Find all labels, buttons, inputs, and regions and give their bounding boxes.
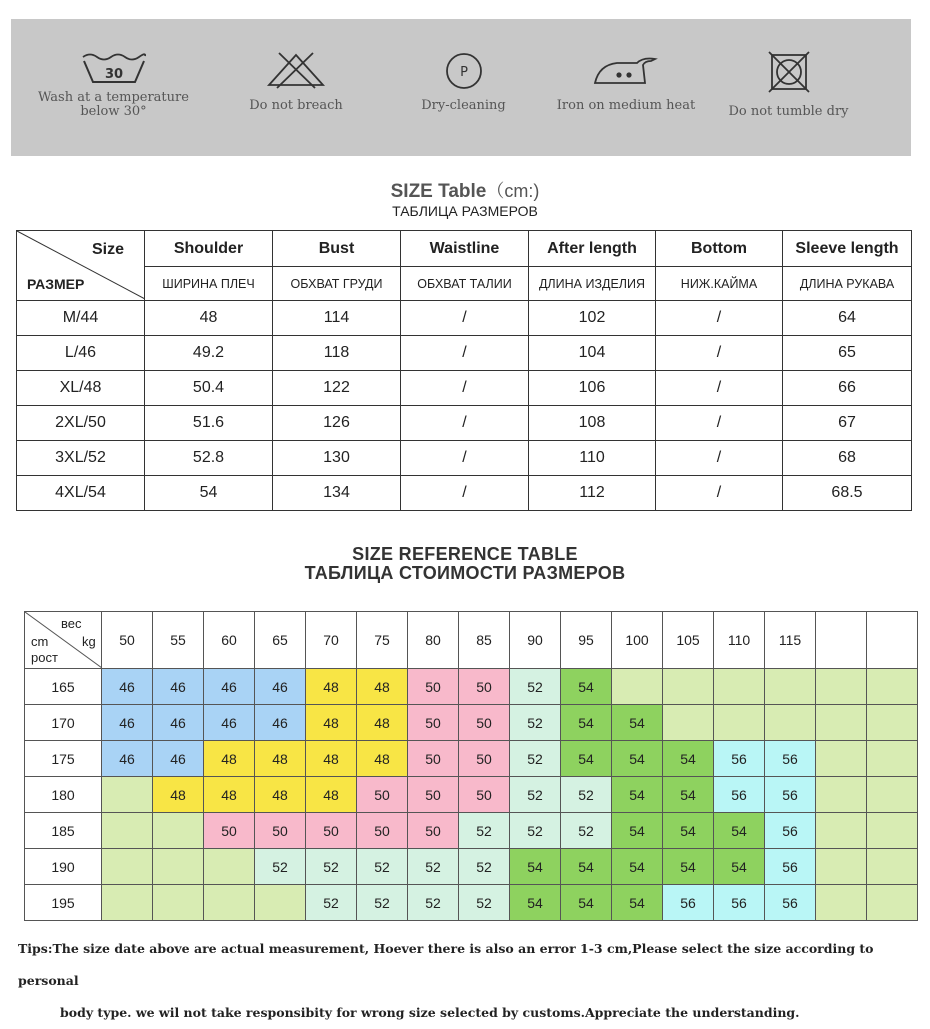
table-cell: /	[401, 301, 529, 336]
size-cell: 50	[459, 705, 510, 741]
table-row	[17, 476, 912, 511]
table-row	[25, 777, 918, 813]
size-cell	[867, 777, 918, 813]
corner-razmer-label: РАЗМЕР	[27, 276, 85, 292]
size-cell: 48	[306, 777, 357, 813]
size-cell: 56	[714, 777, 765, 813]
weight-header: 110	[714, 612, 765, 669]
weight-header-row	[25, 612, 918, 669]
size-cell	[255, 885, 306, 921]
weight-header: 50	[102, 612, 153, 669]
size-cell: 54	[714, 813, 765, 849]
table-cell: 102	[529, 301, 656, 336]
size-cell: 48	[306, 741, 357, 777]
size-cell: 46	[153, 741, 204, 777]
size-cell: 46	[255, 705, 306, 741]
size-cell: 52	[561, 777, 612, 813]
table-cell: 48	[145, 301, 273, 336]
tips-line-2: body type. we wil not take responsibity for wrong size selected by customs.Appreciate the understanding.	[60, 1005, 800, 1020]
size-cell	[102, 885, 153, 921]
size-cell: 50	[408, 741, 459, 777]
table-cell: 134	[273, 476, 401, 511]
size-reference-title-ru: ТАБЛИЦА СТОИМОСТИ РАЗМЕРОВ	[304, 563, 626, 583]
size-cell	[204, 849, 255, 885]
size-cell: 54	[612, 813, 663, 849]
table-row	[17, 441, 912, 476]
table-cell: 67	[783, 406, 912, 441]
size-cell: 46	[102, 705, 153, 741]
table-cell: /	[401, 476, 529, 511]
table-cell: 114	[273, 301, 401, 336]
tips-line-1: Tips:The size date above are actual measurement, Hoever there is also an error 1-3 cm,Please select the size according to personal	[18, 941, 874, 988]
table-cell: /	[401, 406, 529, 441]
size-cell: 54	[714, 849, 765, 885]
corner-kg-label: kg	[82, 634, 96, 649]
size-cell: 48	[204, 741, 255, 777]
size-cell: 54	[663, 741, 714, 777]
height-header: 175	[25, 741, 102, 777]
tips-note	[18, 933, 923, 1029]
ref-table-corner	[25, 612, 102, 669]
weight-header: 65	[255, 612, 306, 669]
size-cell	[816, 669, 867, 705]
size-cell: 54	[663, 849, 714, 885]
size-table-header-ru	[17, 267, 912, 301]
size-cell: 52	[357, 849, 408, 885]
size-reference-title	[0, 545, 930, 583]
size-cell: 52	[408, 849, 459, 885]
table-cell: /	[656, 476, 783, 511]
size-cell: 56	[765, 741, 816, 777]
size-cell: 54	[612, 849, 663, 885]
dry-clean-icon	[444, 51, 484, 91]
size-cell: 52	[459, 849, 510, 885]
weight-header	[816, 612, 867, 669]
table-cell: /	[656, 371, 783, 406]
size-cell: 56	[765, 885, 816, 921]
table-row	[25, 705, 918, 741]
size-cell: 54	[663, 813, 714, 849]
weight-header: 60	[204, 612, 255, 669]
table-cell: /	[656, 406, 783, 441]
column-header: Bust	[273, 231, 401, 267]
table-cell: 50.4	[145, 371, 273, 406]
corner-size-label: Size	[91, 241, 124, 258]
size-cell: 54	[612, 741, 663, 777]
size-cell	[867, 885, 918, 921]
size-label-cell: XL/48	[17, 371, 145, 406]
weight-header: 100	[612, 612, 663, 669]
size-cell: 54	[510, 885, 561, 921]
iron-medium-icon	[591, 51, 661, 87]
table-row	[17, 371, 912, 406]
size-cell	[204, 885, 255, 921]
size-cell: 54	[561, 885, 612, 921]
corner-cm-label: cm	[31, 634, 49, 649]
weight-header: 95	[561, 612, 612, 669]
size-cell: 56	[765, 813, 816, 849]
table-row	[25, 813, 918, 849]
care-tumble	[721, 19, 856, 156]
size-cell: 48	[153, 777, 204, 813]
weight-header	[867, 612, 918, 669]
size-cell: 52	[510, 669, 561, 705]
size-table-corner	[17, 231, 145, 301]
size-cell: 54	[612, 705, 663, 741]
table-cell: 66	[783, 371, 912, 406]
size-cell: 48	[255, 777, 306, 813]
size-cell	[714, 705, 765, 741]
size-cell: 50	[408, 813, 459, 849]
size-cell: 52	[306, 849, 357, 885]
table-cell: /	[656, 336, 783, 371]
weight-header: 75	[357, 612, 408, 669]
size-cell	[612, 669, 663, 705]
care-label: Dry-cleaning	[421, 98, 506, 113]
table-cell: 51.6	[145, 406, 273, 441]
size-cell	[816, 777, 867, 813]
size-cell: 46	[102, 741, 153, 777]
height-header: 170	[25, 705, 102, 741]
size-cell: 56	[663, 885, 714, 921]
size-cell: 50	[204, 813, 255, 849]
size-label-cell: 2XL/50	[17, 406, 145, 441]
size-cell	[816, 885, 867, 921]
care-label: Do not breach	[249, 98, 343, 113]
height-header: 195	[25, 885, 102, 921]
table-cell: 106	[529, 371, 656, 406]
size-cell	[816, 705, 867, 741]
size-cell	[867, 741, 918, 777]
size-table-title-main: SIZE Table	[390, 181, 487, 202]
size-cell: 50	[408, 705, 459, 741]
weight-header: 90	[510, 612, 561, 669]
size-cell: 56	[714, 741, 765, 777]
table-cell: 122	[273, 371, 401, 406]
size-cell	[153, 849, 204, 885]
weight-header: 115	[765, 612, 816, 669]
column-header: After length	[529, 231, 656, 267]
table-row	[25, 885, 918, 921]
column-header: Waistline	[401, 231, 529, 267]
size-cell: 52	[510, 741, 561, 777]
size-table-header	[17, 231, 912, 267]
size-cell	[765, 669, 816, 705]
size-label-cell: L/46	[17, 336, 145, 371]
size-cell: 50	[459, 669, 510, 705]
size-cell: 48	[306, 705, 357, 741]
size-cell: 52	[459, 885, 510, 921]
size-reference-title-en: SIZE REFERENCE TABLE	[352, 544, 578, 564]
size-cell	[765, 705, 816, 741]
table-cell: 108	[529, 406, 656, 441]
column-header-ru: ДЛИНА РУКАВА	[783, 267, 912, 301]
height-header: 180	[25, 777, 102, 813]
height-header: 190	[25, 849, 102, 885]
weight-header: 70	[306, 612, 357, 669]
table-cell: /	[656, 441, 783, 476]
size-cell	[153, 885, 204, 921]
table-cell: 112	[529, 476, 656, 511]
table-cell: 49.2	[145, 336, 273, 371]
size-cell	[867, 849, 918, 885]
size-cell	[663, 669, 714, 705]
column-header-ru: ОБХВАТ ТАЛИИ	[401, 267, 529, 301]
size-table-subtitle: ТАБЛИЦА РАЗМЕРОВ	[392, 203, 538, 219]
size-cell: 48	[357, 741, 408, 777]
size-cell: 52	[255, 849, 306, 885]
table-cell: 130	[273, 441, 401, 476]
size-cell: 50	[357, 777, 408, 813]
care-bleach	[226, 19, 366, 156]
size-cell: 46	[255, 669, 306, 705]
size-cell	[663, 705, 714, 741]
size-cell: 54	[612, 885, 663, 921]
care-label: below 30°	[80, 104, 147, 119]
size-cell: 48	[357, 705, 408, 741]
size-cell: 50	[459, 777, 510, 813]
column-header-ru: ДЛИНА ИЗДЕЛИЯ	[529, 267, 656, 301]
table-row	[17, 336, 912, 371]
weight-header: 85	[459, 612, 510, 669]
column-header-ru: ОБХВАТ ГРУДИ	[273, 267, 401, 301]
size-cell	[816, 741, 867, 777]
table-cell: 68	[783, 441, 912, 476]
size-cell: 50	[408, 669, 459, 705]
size-cell: 52	[459, 813, 510, 849]
wash-30-icon	[79, 51, 149, 85]
table-cell: /	[401, 371, 529, 406]
table-row	[25, 669, 918, 705]
size-label-cell: 4XL/54	[17, 476, 145, 511]
size-cell: 52	[510, 777, 561, 813]
no-bleach-icon	[265, 51, 327, 89]
size-label-cell: 3XL/52	[17, 441, 145, 476]
no-tumble-dry-icon	[768, 51, 810, 93]
table-cell: 118	[273, 336, 401, 371]
size-cell: 54	[561, 741, 612, 777]
size-table-title	[0, 177, 930, 203]
table-row	[25, 849, 918, 885]
size-cell: 50	[459, 741, 510, 777]
column-header: Sleeve length	[783, 231, 912, 267]
corner-rost-label: рост	[31, 650, 58, 665]
size-cell: 54	[510, 849, 561, 885]
size-cell: 50	[408, 777, 459, 813]
weight-header: 80	[408, 612, 459, 669]
size-cell: 56	[765, 849, 816, 885]
care-iron	[551, 19, 701, 156]
size-cell: 54	[561, 849, 612, 885]
weight-header: 55	[153, 612, 204, 669]
size-cell: 52	[306, 885, 357, 921]
column-header: Shoulder	[145, 231, 273, 267]
table-row	[17, 301, 912, 336]
size-cell	[816, 849, 867, 885]
size-cell: 50	[306, 813, 357, 849]
size-table	[16, 230, 912, 511]
height-header: 185	[25, 813, 102, 849]
table-cell: 110	[529, 441, 656, 476]
table-cell: 65	[783, 336, 912, 371]
care-instructions-banner	[11, 19, 911, 156]
weight-header: 105	[663, 612, 714, 669]
corner-ves-label: вес	[61, 616, 82, 631]
size-cell	[153, 813, 204, 849]
care-label: Iron on medium heat	[556, 98, 696, 113]
size-cell: 54	[561, 705, 612, 741]
care-wash	[36, 19, 191, 156]
size-cell	[102, 849, 153, 885]
size-cell: 56	[714, 885, 765, 921]
size-cell: 46	[204, 669, 255, 705]
care-dryclean	[396, 19, 531, 156]
column-header-ru: ШИРИНА ПЛЕЧ	[145, 267, 273, 301]
size-reference-table	[24, 611, 918, 921]
size-cell: 56	[765, 777, 816, 813]
table-cell: 126	[273, 406, 401, 441]
size-cell: 54	[561, 669, 612, 705]
size-cell: 46	[102, 669, 153, 705]
size-cell: 54	[663, 777, 714, 813]
size-cell	[867, 705, 918, 741]
table-cell: 68.5	[783, 476, 912, 511]
table-cell: 64	[783, 301, 912, 336]
size-cell: 52	[510, 813, 561, 849]
size-cell: 48	[306, 669, 357, 705]
size-cell	[816, 813, 867, 849]
size-cell	[102, 813, 153, 849]
size-cell	[102, 777, 153, 813]
dry-clean-badge: P	[459, 65, 468, 80]
table-cell: /	[401, 336, 529, 371]
table-cell: 104	[529, 336, 656, 371]
column-header-ru: НИЖ.КАЙМА	[656, 267, 783, 301]
table-cell: /	[656, 301, 783, 336]
size-cell: 46	[153, 669, 204, 705]
height-header: 165	[25, 669, 102, 705]
care-label: Do not tumble dry	[728, 104, 849, 119]
size-table-unit: （cm:)	[486, 181, 540, 201]
size-cell: 50	[357, 813, 408, 849]
size-cell	[867, 813, 918, 849]
table-row	[17, 406, 912, 441]
size-cell: 54	[612, 777, 663, 813]
size-cell: 52	[357, 885, 408, 921]
table-row	[25, 741, 918, 777]
size-cell: 52	[561, 813, 612, 849]
size-cell	[867, 669, 918, 705]
table-cell: 54	[145, 476, 273, 511]
size-cell: 46	[153, 705, 204, 741]
table-cell: /	[401, 441, 529, 476]
size-cell: 48	[204, 777, 255, 813]
size-cell: 48	[255, 741, 306, 777]
size-cell: 52	[510, 705, 561, 741]
care-label: Wash at a temperature	[38, 90, 189, 105]
column-header: Bottom	[656, 231, 783, 267]
size-cell: 46	[204, 705, 255, 741]
wash-temp-badge: 30	[104, 67, 123, 82]
table-cell: 52.8	[145, 441, 273, 476]
size-cell: 48	[357, 669, 408, 705]
size-cell	[714, 669, 765, 705]
size-label-cell: M/44	[17, 301, 145, 336]
size-cell: 52	[408, 885, 459, 921]
size-cell: 50	[255, 813, 306, 849]
